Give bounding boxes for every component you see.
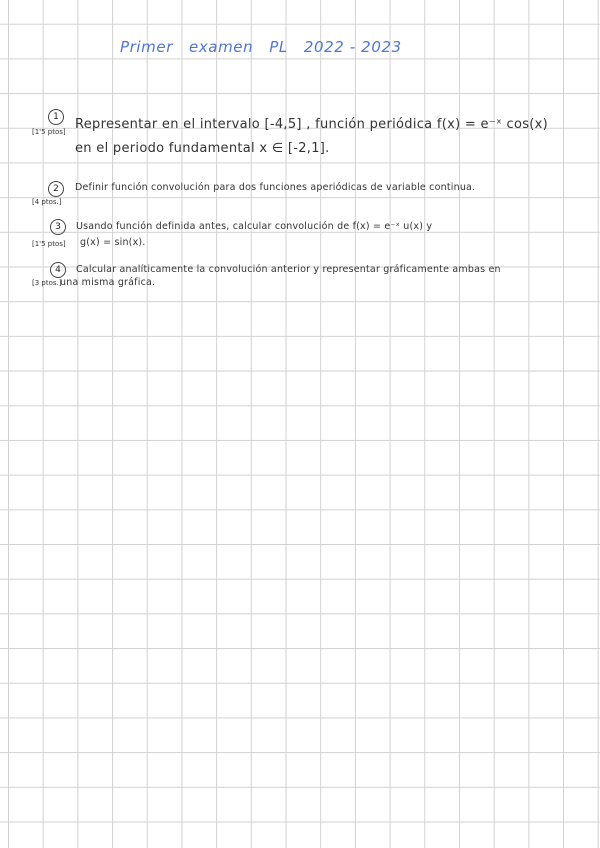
title-word-examen: examen [189,38,254,56]
question-2-line-1: Definir función convolución para dos funciones aperiódicas de variable continua. [75,182,476,193]
exam-title [120,38,418,56]
question-3-line-2: g(x) = sin(x). [80,237,146,248]
question-4-points: [3 ptos.] [32,279,62,287]
question-2-points: [4 ptos.] [32,198,62,206]
title-word-primer: Primer [120,38,173,56]
question-4-number: 4 [50,262,66,278]
question-1-line-1: Representar en el intervalo [-4,5] , función periódica f(x) = e⁻ˣ cos(x) [75,117,549,132]
question-3-line-1: Usando función definida antes, calcular convolución de f(x) = e⁻ˣ u(x) y [76,221,433,232]
title-year: 2022 - 2023 [303,38,402,56]
question-4-line-2: una misma gráfica. [60,277,156,288]
question-1-line-2: en el periodo fundamental x ∈ [-2,1]. [75,141,330,156]
question-3-points: [1'5 ptos] [32,240,66,248]
question-1-number: 1 [48,109,64,125]
question-1-points: [1'5 ptos] [32,128,66,136]
title-word-pl: PL [269,38,288,56]
question-4-line-1: Calcular analíticamente la convolución anterior y representar gráficamente ambas en [76,264,501,275]
question-2-number: 2 [48,181,64,197]
question-3-number: 3 [50,219,66,235]
